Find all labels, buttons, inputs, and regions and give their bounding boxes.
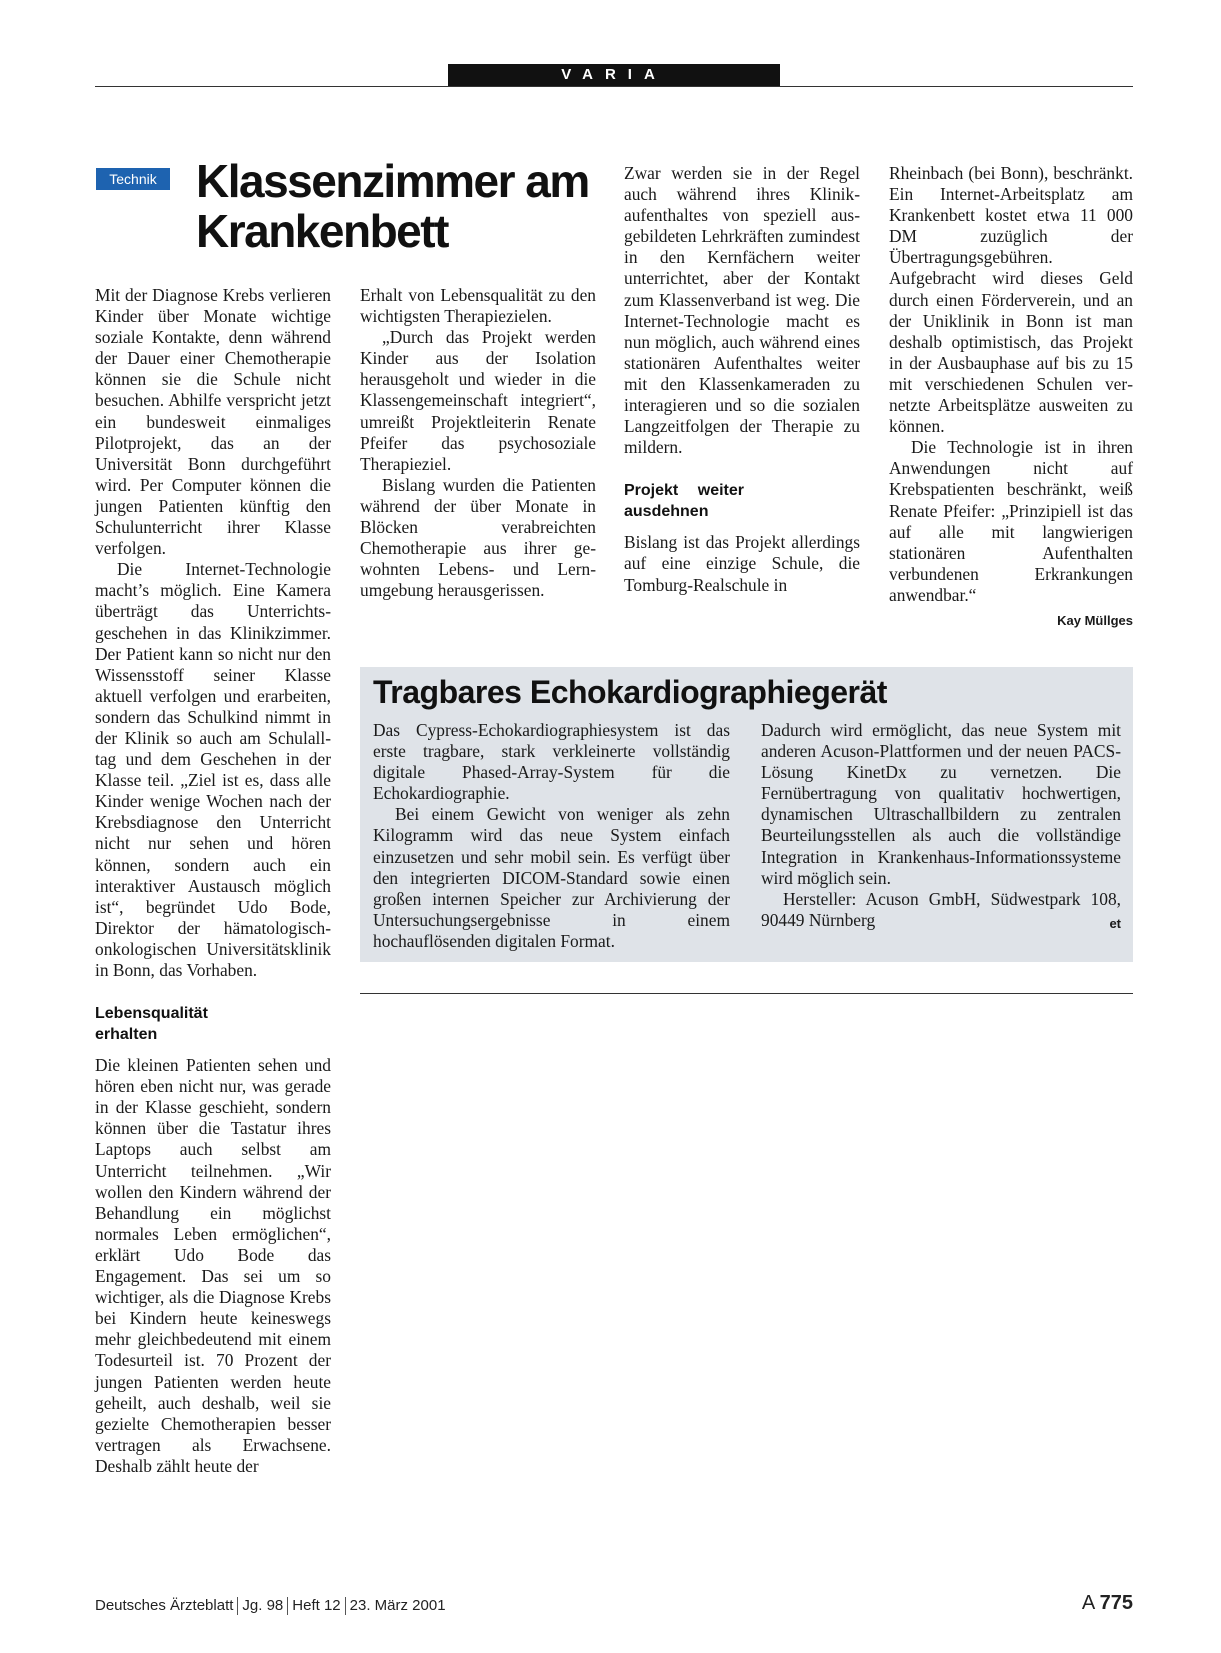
paragraph: Hersteller: Acuson GmbH, Südwestpark 108, 90449 Nürnberg xyxy=(761,888,1121,930)
paragraph: Bislang ist das Projekt allerdings auf eine einzige Schule, die Tomburg-Realschule in xyxy=(624,532,860,595)
header-rule xyxy=(95,86,1133,87)
paragraph: Das Cypress-Echokardiographiesystem ist das erste tragbare, stark verkleinerte vollständig digitale Phased-Array-System für die Echokardiographie. xyxy=(373,720,730,804)
infobox-rule xyxy=(360,993,1133,994)
journal-issue: Heft 12 xyxy=(292,1597,341,1614)
paragraph: Bei einem Gewicht von weniger als zehn Kilogramm wird das neue System einfach einzusetzen und sehr mobil sein. Es verfügt über den integrierten DICOM-Standard sowie einen großen internen Speicher zur Archivierung der Untersuchungsergebnisse in einem hochauflösenden digitalen Format. xyxy=(373,804,730,951)
infobox-column-right xyxy=(761,720,1121,934)
paragraph: „Durch das Projekt werden Kinder aus der Isolation herausgeholt und wieder in die Klassengemeinschaft integriert“, umreißt Projektleiterin Renate Pfeifer das psychosoziale Therapieziel. xyxy=(360,327,596,474)
page-prefix: A xyxy=(1081,1592,1095,1614)
article-title: Klassenzimmer am Krankenbett xyxy=(196,155,589,257)
category-tag: Technik xyxy=(96,168,170,190)
page-number xyxy=(1082,1592,1133,1615)
paragraph: Rheinbach (bei Bonn), beschränkt. Ein Internet-Arbeitsplatz am Krankenbett kostet etwa 11 000 DM zuzüglich der Übertragungsgebühren. Aufgebracht wird dieses Geld durch einen Förderverein, und an der Uniklinik in Bonn ist man deshalb optimistisch, das Projekt in der Ausbauphase auf bis zu 15 mit verschiedenen Schulen vernetzte Arbeitsplätze ausweiten zu können. xyxy=(889,163,1133,437)
paragraph: Zwar werden sie in der Regel auch während ihres Klinikaufenthaltes von speziell ausgebildeten Lehrkräften zumindest in den Kernfächern weiter unterrichtet, aber der Kontakt zum Klassenverband ist weg. Die Internet-Technologie macht es nun möglich, auch während eines stationären Aufenthaltes weiter mit den Klassenkameraden zu interagieren und so die sozialen Langzeitfolgen der Therapie zu mildern. xyxy=(624,163,860,458)
footer-separator xyxy=(345,1597,346,1615)
issue-date: 23. März 2001 xyxy=(349,1597,446,1614)
journal-name: Deutsches Ärzteblatt xyxy=(95,1597,234,1614)
subheading: Projekt weiter ausdehnen xyxy=(624,482,744,521)
infobox-title: Tragbares Echokardiographiegerät xyxy=(373,674,887,710)
footer-separator xyxy=(237,1597,238,1615)
paragraph: Die Internet-Technologie macht’s möglich. Eine Kamera überträgt das Unterrichtsgeschehen in das Klinikzimmer. Der Patient kann so nicht nur den Wissensstoff seiner Klasse aktuell verfolgen und erarbeiten, sondern das Schulkind nimmt in der Klinik so auch am Schulalltag und dem Geschehen in der Klasse teil. „Ziel ist es, dass alle Kinder wenige Wochen nach der Krebsdiagnose den Unterricht nicht nur sehen und hören können, sondern auch ein interaktiver Austausch möglich ist“, begründet Udo Bode, Direktor der hämatologisch-onkologischen Universitätsklinik in Bonn, das Vorhaben. xyxy=(95,559,331,980)
paragraph: Mit der Diagnose Krebs verlieren Kinder über Monate wichtige soziale Kontakte, denn während der Dauer einer Chemotherapie können sie die Schule nicht besuchen. Abhilfe verspricht jetzt ein bundesweit einmaliges Pilotprojekt, das an der Universität Bonn durchgeführt wird. Per Computer können die jungen Patienten künftig den Schulunterricht ihrer Klasse verfolgen. xyxy=(95,285,331,559)
paragraph: Erhalt von Lebensqualität zu den wichtigsten Therapiezielen. xyxy=(360,285,596,327)
author-byline: Kay Müllges xyxy=(1057,612,1133,628)
paragraph: Bislang wurden die Patienten während der über Monate in Blöcken verabreichten Chemotherapie aus ihrer gewohnten Lebens- und Lernumgebung herausgerissen. xyxy=(360,474,596,601)
paragraph: Die Technologie ist in ihren Anwendungen nicht auf Krebspatienten beschränkt, weiß Renate Pfeifer: „Prinzipiell ist das auf alle mit langwierigen stationären Aufenthalten verbundenen Erkrankungen anwendbar.“ xyxy=(889,437,1133,605)
infobox-author: et xyxy=(1109,915,1121,931)
section-label: VARIA xyxy=(448,64,780,86)
article-column-2 xyxy=(360,285,596,601)
article-column-1 xyxy=(95,285,331,1477)
paragraph: Die kleinen Patienten sehen und hören eben nicht nur, was gerade in der Klasse geschieht, sondern können über die Tastatur ihres Laptops auch selbst am Unterricht teilnehmen. „Wir wollen den Kindern während der Behandlung ein möglichst normales Leben ermöglichen“, erklärt Udo Bode das Engagement. Das sei um so wichtiger, als die Diagnose Krebs bei Kindern heute keineswegs mehr gleichbedeutend mit einem Todesurteil ist. 70 Prozent der jungen Patienten werden heute geheilt, auch deshalb, weil sie gezielte Chemotherapien besser vertragen als Erwachsene. Deshalb zählt heute der xyxy=(95,1055,331,1476)
infobox-column-left xyxy=(373,720,730,952)
journal-volume: Jg. 98 xyxy=(242,1597,284,1614)
footer-separator xyxy=(287,1597,288,1615)
article-column-3 xyxy=(624,163,860,596)
page-footer xyxy=(95,1596,446,1616)
paragraph: Dadurch wird ermöglicht, das neue System mit anderen Acuson-Plattformen und der neuen PACS-Lösung KinetDx zu vernetzen. Die Fernübertragung von qualitativ hochwertigen, dynamischen Ultraschallbildern zu zentralen Beurteilungsstellen als auch die vollständige Integration in Krankenhaus-Informationssysteme wird möglich sein. xyxy=(761,720,1121,888)
subheading: Lebensqualität erhalten xyxy=(95,1005,208,1044)
article-column-4 xyxy=(889,163,1133,631)
page-number-value: 775 xyxy=(1099,1592,1133,1614)
